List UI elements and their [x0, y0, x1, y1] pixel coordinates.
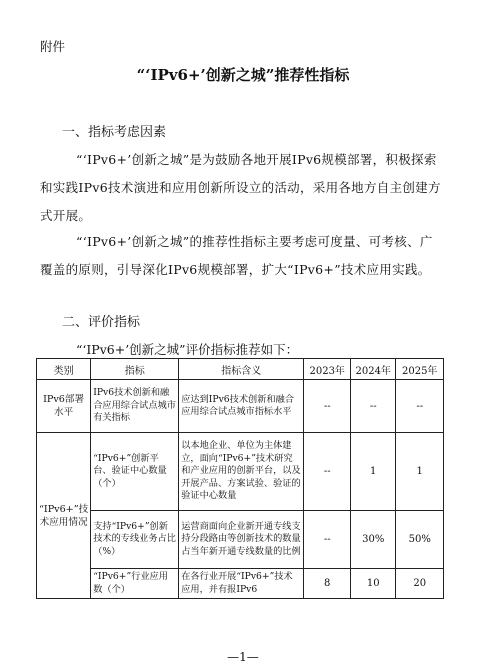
row1-meaning: 应达到IPv6技术创新和融合应用综合试点城市指标水平 [179, 380, 304, 433]
row4-meaning: 在各行业开展“IPv6+”技术应用，并有报IPv6 [179, 569, 304, 599]
section1-paragraph2 [40, 228, 445, 284]
table-row [37, 380, 444, 433]
row2-2023: -- [304, 433, 351, 511]
row1-category: IPv6部署水平 [37, 380, 91, 433]
row2-meaning: 以本地企业、单位为主体建立，面向“IPv6+”技术研究和产业应用的创新平台，以及开展产品、方案试验、验证的验证中心数量 [179, 433, 304, 511]
header-2024: 2024年 [351, 359, 396, 380]
row4-2025: 20 [396, 569, 444, 599]
section2-heading: 二、评价指标 [62, 315, 141, 330]
row1-2023: -- [304, 380, 351, 433]
attachment-label: 附件 [40, 39, 66, 54]
row2-2024: 1 [351, 433, 396, 511]
indicator-table [36, 358, 444, 599]
row4-2024: 10 [351, 569, 396, 599]
page-title: “‘IPv6+’创新之城”推荐性指标 [136, 66, 350, 84]
row3-2025: 50% [396, 511, 444, 569]
row3-indicator: 支持“IPv6+”创新技术的专线业务占比（%） [91, 511, 179, 569]
row1-2024: -- [351, 380, 396, 433]
row1-2025: -- [396, 380, 444, 433]
section1-paragraph1 [40, 146, 445, 230]
page-number: —1— [227, 650, 259, 664]
table-row [37, 433, 444, 511]
row2-2025: 1 [396, 433, 444, 511]
row4-2023: 8 [304, 569, 351, 599]
row2-category: “IPv6+”技术应用情况 [37, 433, 91, 599]
row3-2023: -- [304, 511, 351, 569]
header-meaning: 指标含义 [179, 359, 304, 380]
row2-indicator: “IPv6+”创新平台、验证中心数量（个） [91, 433, 179, 511]
row3-2024: 30% [351, 511, 396, 569]
table-caption: “‘IPv6+’创新之城”评价指标推荐如下： [76, 342, 299, 357]
row4-indicator: “IPv6+”行业应用数（个） [91, 569, 179, 599]
paragraph2-text: “‘IPv6+’创新之城”的推荐性指标主要考虑可度量、可考核、广覆盖的原则，引导深化IPv6规模部署，扩大“IPv6+”技术应用实践。 [40, 234, 433, 277]
table-header-row [37, 359, 444, 380]
header-2023: 2023年 [304, 359, 351, 380]
header-category: 类别 [37, 359, 91, 380]
section1-heading: 一、指标考虑因素 [62, 125, 167, 140]
row3-meaning: 运营商面向企业新开通专线支持分段路由等创新技术的数量占当年新开通专线数量的比例 [179, 511, 304, 569]
table-row [37, 569, 444, 599]
row1-indicator: IPv6技术创新和融合应用综合试点城市有关指标 [91, 380, 179, 433]
header-indicator: 指标 [91, 359, 179, 380]
paragraph1-text: “‘IPv6+’创新之城”是为鼓励各地开展IPv6规模部署，积极探索和实践IPv6技术演进和应用创新所设立的活动，采用各地方自主创建方式开展。 [40, 152, 441, 223]
table-row [37, 511, 444, 569]
header-2025: 2025年 [396, 359, 444, 380]
